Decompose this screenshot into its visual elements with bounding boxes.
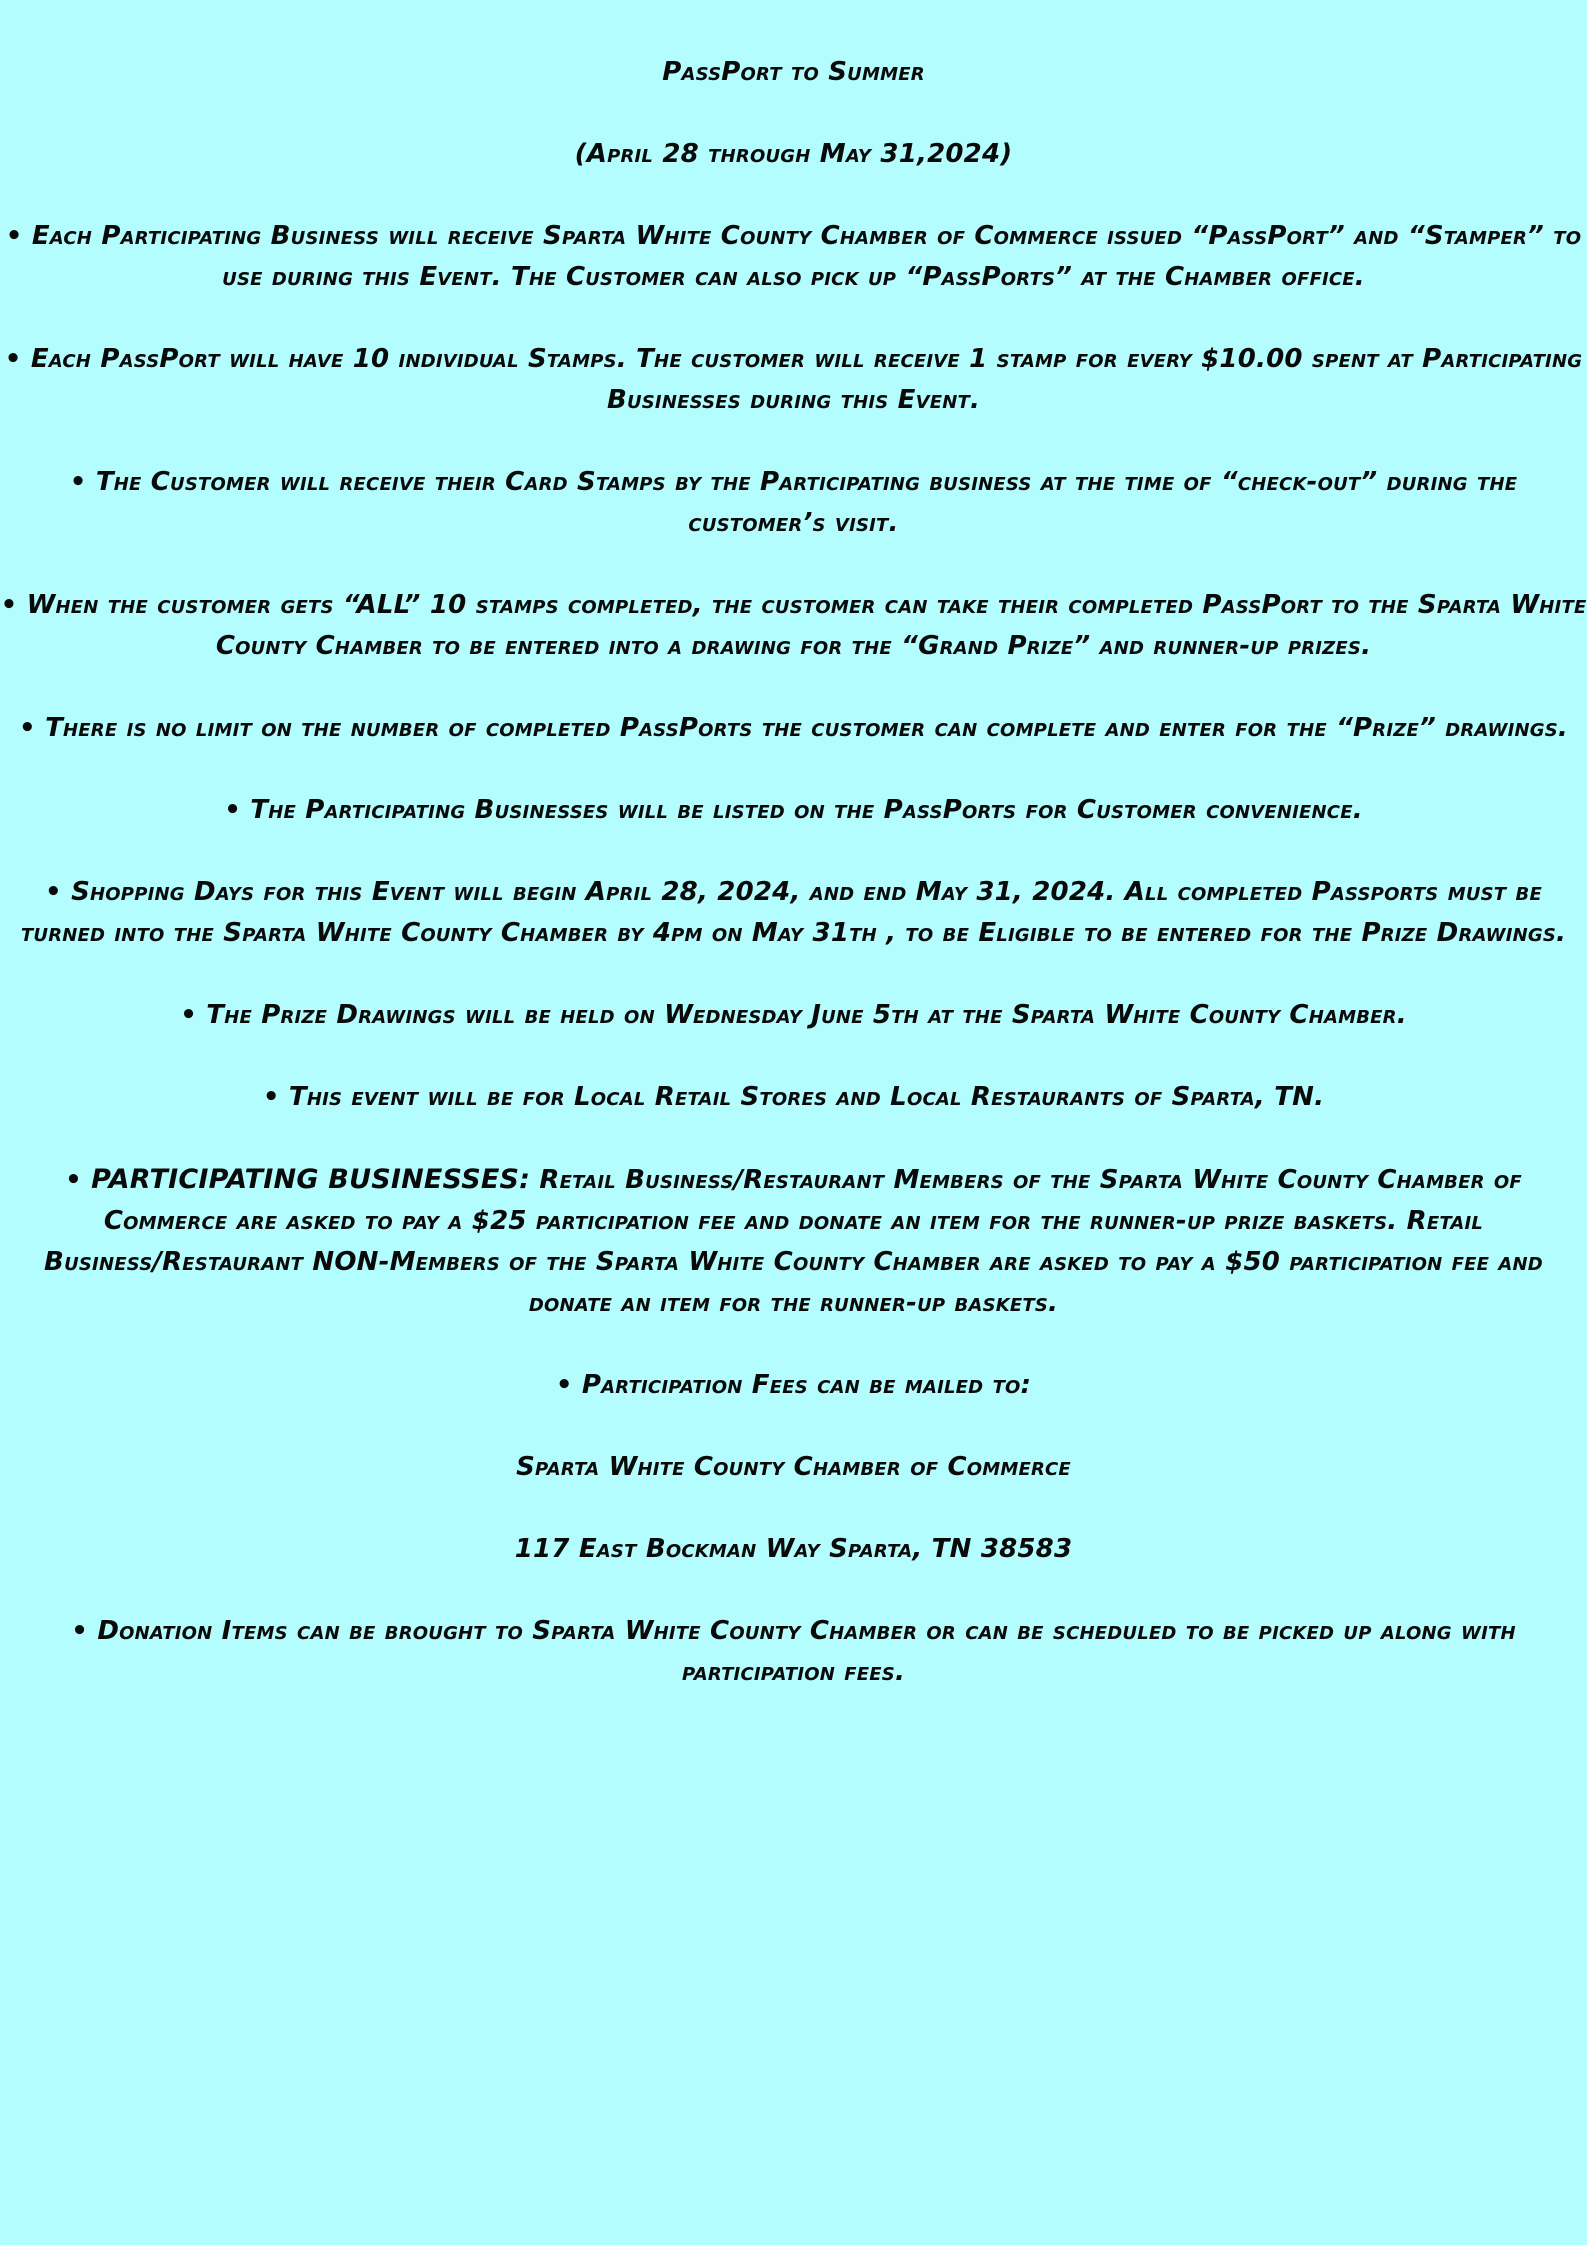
document-title: PassPort to Summer: [662, 57, 925, 87]
bullet-stamps: • Each PassPort will have 10 individual Stamps. The customer will receive 1 stamp for every $10.00 spent at Participating Businesses during this Event.: [4, 344, 1583, 415]
bullet-prize-drawings: • The Prize Drawings will be held on Wednesday June 5th at the Sparta White County Chamber.: [180, 1000, 1407, 1030]
bullet-passport-issue: • Each Participating Business will receive Sparta White County Chamber of Commerce issued “PassPort” and “Stamper” to use during this Event. The Customer can also pick up “PassPorts” at the Chamber office.: [5, 221, 1582, 292]
bullet-no-limit: • There is no limit on the number of completed PassPorts the customer can complete and enter for the “Prize” drawings.: [19, 713, 1568, 743]
fees-intro: • Participation Fees can be mailed to:: [555, 1370, 1032, 1400]
participating-text: Retail Business/Restaurant Members of the Sparta White County Chamber of Commerce are asked to pay a $25 participation fee and donate an item for the runner-up prize baskets. Retail Business/Restaurant NON-Members of the Sparta White County Chamber are asked to pay a $50 participation fee and donate an item for the runner-up baskets.: [44, 1165, 1543, 1318]
bullet-participating-businesses: [0, 1159, 1587, 1324]
event-dates: (April 28 through May 31,2024): [574, 139, 1013, 169]
bullet-card-stamps: • The Customer will receive their Card Stamps by the Participating business at the time of “check-out” during the customer’s visit.: [69, 467, 1518, 538]
participating-bullet: •: [65, 1165, 92, 1195]
bullet-donation: • Donation Items can be brought to Sparta White County Chamber or can be scheduled to be picked up along with participation fees.: [71, 1616, 1516, 1687]
participating-lead: PARTICIPATING BUSINESSES:: [91, 1164, 531, 1195]
address-name: Sparta White County Chamber of Commerce: [516, 1452, 1071, 1482]
bullet-shopping-days: • Shopping Days for this Event will begin April 28, 2024, and end May 31, 2024. All completed Passports must be turned into the Sparta White County Chamber by 4pm on May 31th , to be Eligible to be entered for the Prize Drawings.: [20, 877, 1567, 948]
bullet-completed-passport: • When the customer gets “ALL” 10 stamps completed, the customer can take their completed PassPort to the Sparta White County Chamber to be entered into a drawing for the “Grand Prize” and runner-up prizes.: [0, 590, 1587, 661]
address-street: 117 East Bockman Way Sparta, TN 38583: [514, 1534, 1073, 1564]
bullet-listed-businesses: • The Participating Businesses will be listed on the PassPorts for Customer convenience.: [224, 795, 1363, 825]
bullet-local-stores: • This event will be for Local Retail Stores and Local Restaurants of Sparta, TN.: [262, 1082, 1325, 1112]
